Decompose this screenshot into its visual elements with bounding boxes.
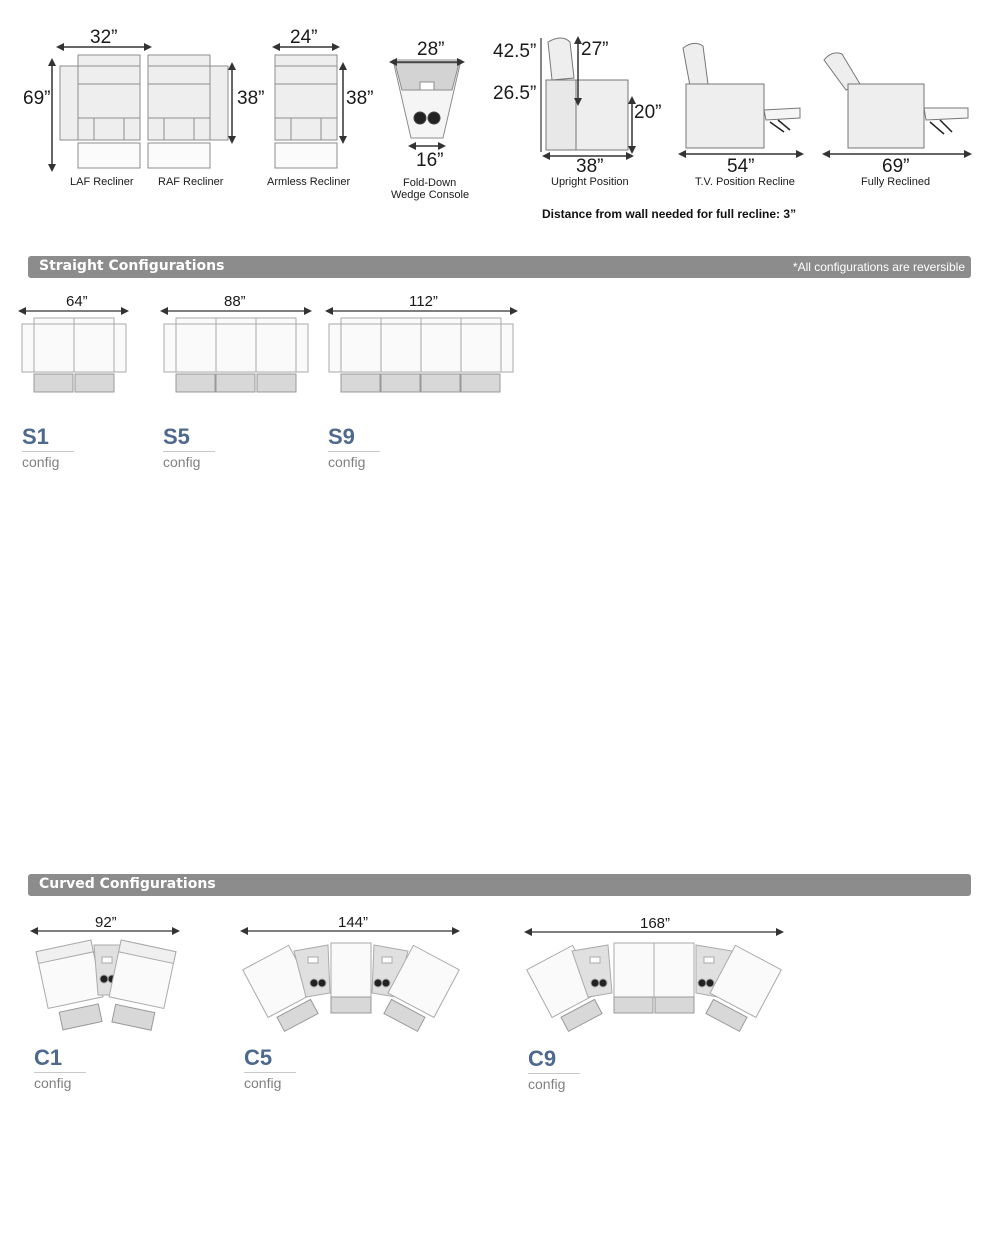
console-bottom-width-label: 16” <box>416 150 444 171</box>
laf-recliner-drawing <box>60 55 140 168</box>
total-height-label: 42.5” <box>493 41 537 62</box>
curved-configurations-banner <box>28 874 971 896</box>
config-s9 <box>328 425 380 470</box>
raf-recliner-drawing <box>148 55 228 168</box>
config-code: C9 <box>528 1046 557 1071</box>
full-recline-profile-drawing <box>824 53 968 148</box>
upright-label: Upright Position <box>551 176 629 188</box>
armless-height-label: 38” <box>346 88 374 109</box>
config-code: C5 <box>244 1045 273 1070</box>
laf-height-label: 38” <box>237 88 265 109</box>
config-c5 <box>244 1046 296 1091</box>
straight-configurations-banner <box>28 256 971 278</box>
laf-depth-label: 69” <box>23 88 51 109</box>
config-sub: config <box>22 454 60 470</box>
tv-depth-label: 54” <box>727 156 755 177</box>
curved-config-drawings <box>0 905 1000 1055</box>
config-sub: config <box>528 1076 566 1092</box>
tv-recline-label: T.V. Position Recline <box>695 176 795 188</box>
upright-depth-label: 38” <box>576 156 604 177</box>
full-depth-label: 69” <box>882 156 910 177</box>
s1-width-label: 64” <box>66 293 88 310</box>
back-height-label: 27” <box>581 39 609 60</box>
s5-sofa-drawing <box>164 318 308 392</box>
config-c1 <box>34 1046 86 1091</box>
config-sub: config <box>34 1075 72 1091</box>
console-label-line1: Fold-Down <box>403 177 457 189</box>
config-code: C1 <box>34 1045 63 1070</box>
config-sub: config <box>328 454 366 470</box>
tv-recline-profile-drawing <box>683 43 800 148</box>
c9-curved-drawing <box>527 943 782 1035</box>
config-code: S9 <box>328 424 355 449</box>
config-sub: config <box>244 1075 282 1091</box>
full-recline-label: Fully Reclined <box>861 176 931 188</box>
console-label-line2: Wedge Console <box>391 189 470 201</box>
c1-curved-drawing <box>36 940 176 1032</box>
config-code: S5 <box>163 424 190 449</box>
straight-config-drawings <box>0 280 1000 700</box>
reversible-note: *All configurations are reversible <box>792 260 965 274</box>
c5-width-label: 144” <box>338 914 369 931</box>
seat-height-label: 26.5” <box>493 83 537 104</box>
s1-sofa-drawing <box>22 318 126 392</box>
straight-configurations-title: Straight Configurations <box>39 258 225 274</box>
config-c9 <box>528 1047 580 1092</box>
c9-width-label: 168” <box>640 915 671 932</box>
config-s1 <box>22 425 74 470</box>
dimension-diagrams <box>0 0 1000 240</box>
wedge-console-drawing <box>393 60 461 138</box>
curved-configurations-title: Curved Configurations <box>39 876 216 892</box>
console-top-width-label: 28” <box>417 39 445 60</box>
config-sub: config <box>163 454 201 470</box>
armless-recliner-drawing <box>275 55 337 168</box>
armless-width-label: 24” <box>290 27 318 48</box>
s9-width-label: 112” <box>409 293 438 310</box>
s5-width-label: 88” <box>224 293 246 310</box>
armless-recliner-label: Armless Recliner <box>267 176 351 188</box>
c1-width-label: 92” <box>95 914 117 931</box>
raf-recliner-label: RAF Recliner <box>158 176 224 188</box>
wall-distance-note: Distance from wall needed for full recline: 3” <box>542 207 797 221</box>
config-code: S1 <box>22 424 49 449</box>
config-s5 <box>163 425 215 470</box>
laf-recliner-label: LAF Recliner <box>70 176 134 188</box>
arm-height-label: 20” <box>634 102 662 123</box>
c5-curved-drawing <box>243 943 460 1035</box>
s9-sofa-drawing <box>329 318 513 392</box>
laf-width-label: 32” <box>90 27 118 48</box>
